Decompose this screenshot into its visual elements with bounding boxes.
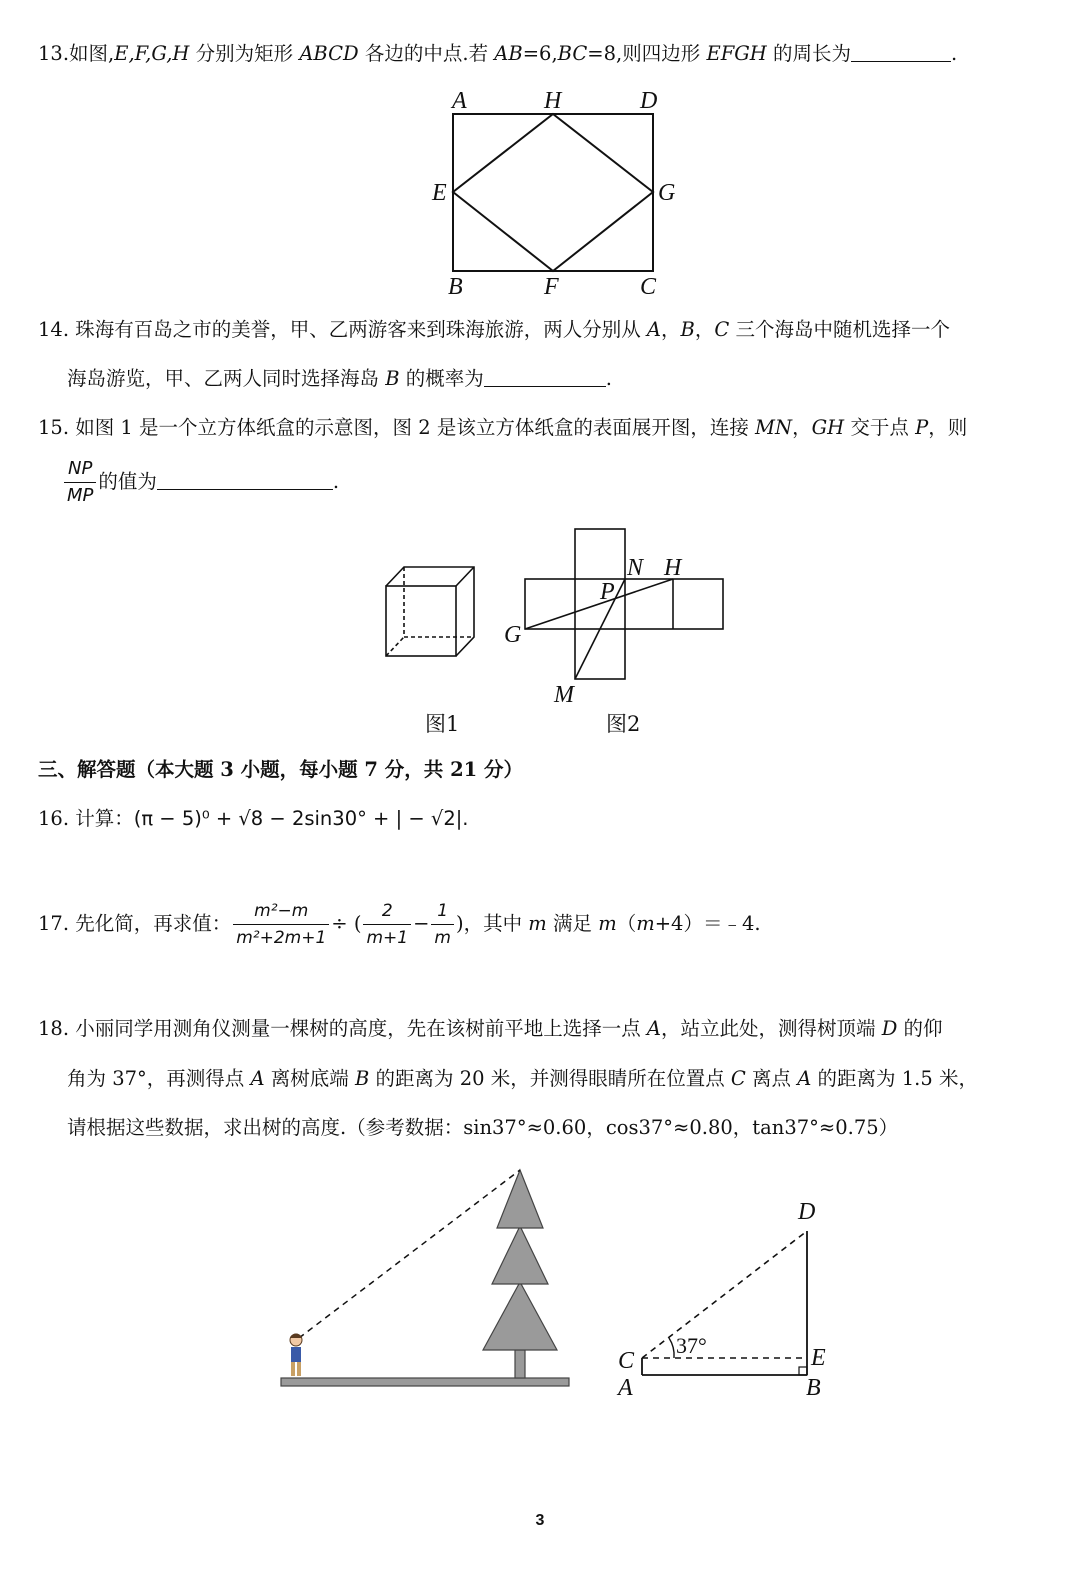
q18-line2-a: 角为 37°，再测得点 bbox=[67, 1067, 251, 1090]
q17-cond-d: +4）＝﹣4. bbox=[654, 912, 761, 935]
q18-line1-c: 的仰 bbox=[897, 1017, 943, 1040]
q14-b: B bbox=[680, 318, 695, 341]
q18-line2-e: 的距离为 1.5 米， bbox=[811, 1067, 978, 1090]
q14-a: A bbox=[646, 318, 662, 341]
q18-line2 bbox=[67, 1066, 978, 1092]
label-e2: E bbox=[811, 1345, 826, 1371]
label-b: B bbox=[448, 274, 463, 300]
q18-number: 18. bbox=[38, 1017, 70, 1040]
q15-caption-2: 图2 bbox=[606, 712, 641, 736]
q14-sep2: ， bbox=[694, 318, 715, 341]
label-h: H bbox=[544, 88, 562, 114]
cube-net bbox=[525, 529, 723, 679]
tree-trunk bbox=[515, 1350, 525, 1378]
q18-line1-a: 小丽同学用测角仪测量一棵树的高度，先在该树前平地上选择一点 bbox=[75, 1017, 647, 1040]
q15-caption-1: 图1 bbox=[425, 712, 460, 736]
q17-cond-b: 满足 bbox=[546, 912, 599, 935]
q15-p: P bbox=[915, 416, 929, 439]
q17-number: 17. bbox=[38, 912, 70, 935]
q13-quad: EFGH bbox=[706, 42, 767, 65]
q17-m: m bbox=[528, 912, 547, 935]
q15-sep: ， bbox=[792, 416, 812, 439]
q17-cond-c: （ bbox=[616, 912, 637, 935]
q18-line2-b: 离树底端 bbox=[264, 1067, 355, 1090]
q14-c: C bbox=[714, 318, 730, 341]
tree-tier-middle bbox=[492, 1226, 548, 1284]
q13-text-b: 分别为矩形 bbox=[189, 42, 300, 65]
q16-expression: (π − 5)⁰ + √8 − 2sin30° + | − √2|. bbox=[133, 807, 469, 830]
q17-m2: m bbox=[598, 912, 617, 935]
line-cd bbox=[642, 1231, 807, 1358]
label-m: M bbox=[554, 682, 574, 708]
label-g: G bbox=[658, 180, 676, 206]
q13-text-c: 各边的中点.若 bbox=[358, 42, 495, 65]
q14-sep1: ， bbox=[661, 318, 681, 341]
q13-ab: AB bbox=[494, 42, 523, 65]
q18-line2-d: 离点 bbox=[745, 1067, 798, 1090]
q15-line1-text: 如图 1 是一个立方体纸盒的示意图，图 2 是该立方体纸盒的表面展开图，连接 bbox=[75, 416, 756, 439]
q13-end: . bbox=[951, 42, 958, 65]
q13-bc: BC bbox=[557, 42, 588, 65]
q13-number: 13. bbox=[38, 42, 70, 65]
q17-f2-den: m+1 bbox=[366, 928, 409, 948]
q17-fraction-3 bbox=[431, 898, 454, 951]
line-gh bbox=[525, 579, 673, 629]
q13-text bbox=[38, 41, 957, 67]
tree-tier-top bbox=[497, 1170, 543, 1228]
q13-bc-val: =8,则四边形 bbox=[587, 42, 707, 65]
angle-label: 37° bbox=[676, 1333, 707, 1358]
q13-text-d: 的周长为 bbox=[766, 42, 852, 65]
q14-line2-b: 的概率为 bbox=[399, 367, 484, 390]
angle-arc bbox=[669, 1338, 674, 1358]
q14-b2: B bbox=[385, 367, 400, 390]
label-f: F bbox=[544, 274, 559, 300]
q17-cond-a: ，其中 bbox=[463, 912, 529, 935]
section-3-heading: 三、解答题（本大题 3 小题，每小题 7 分，共 21 分） bbox=[38, 758, 524, 781]
label-h2: H bbox=[664, 555, 682, 581]
sight-line bbox=[299, 1170, 520, 1338]
q18-d: D bbox=[881, 1017, 898, 1040]
q13-rect: ABCD bbox=[299, 42, 359, 65]
q14-line2 bbox=[67, 366, 612, 392]
q17-f1-num: m²−m bbox=[233, 898, 329, 925]
q13-text-a: 如图, bbox=[69, 42, 115, 65]
label-d: D bbox=[640, 88, 658, 114]
label-d2: D bbox=[798, 1199, 816, 1225]
q17-m3: m bbox=[636, 912, 655, 935]
q17-f2-num: 2 bbox=[363, 898, 411, 925]
label-b2: B bbox=[806, 1375, 821, 1401]
q18-a2: A bbox=[250, 1067, 265, 1090]
q15-line1-b: 交于点 bbox=[844, 416, 916, 439]
q14-line1-end: 三个海岛中随机选择一个 bbox=[729, 318, 951, 341]
q17-f1-den: m²+2m+1 bbox=[236, 928, 327, 948]
right-angle-mark bbox=[799, 1367, 807, 1375]
label-c2: C bbox=[618, 1348, 635, 1374]
q14-number: 14. bbox=[38, 318, 70, 341]
rect-abcd bbox=[453, 114, 653, 271]
q16-number: 16. bbox=[38, 807, 70, 830]
q16-line bbox=[38, 806, 469, 832]
label-n: N bbox=[627, 555, 644, 581]
label-p: P bbox=[600, 579, 615, 605]
cube bbox=[386, 567, 474, 656]
q18-b: B bbox=[354, 1067, 370, 1090]
page-number: 3 bbox=[535, 1512, 545, 1529]
q17-div: ÷ ( bbox=[331, 912, 362, 935]
q15-line2-text: 的值为 bbox=[98, 470, 157, 493]
ground bbox=[281, 1378, 569, 1386]
label-a: A bbox=[452, 88, 467, 114]
q16-label: 计算： bbox=[75, 807, 134, 830]
q18-triangle-figure bbox=[612, 1195, 842, 1405]
q13-answer-blank[interactable] bbox=[851, 43, 951, 62]
label-g2: G bbox=[504, 622, 522, 648]
q15-frac-den: MP bbox=[67, 485, 94, 506]
quad-efgh bbox=[453, 114, 653, 271]
q15-cube-figure bbox=[380, 525, 730, 710]
q15-mn: MN bbox=[755, 416, 793, 439]
q15-frac-num: NP bbox=[64, 456, 96, 483]
q15-line1-end: ，则 bbox=[928, 416, 968, 439]
q13-points: E,F,G,H bbox=[114, 42, 190, 65]
q13-rectangle-figure bbox=[420, 82, 690, 304]
q14-line1 bbox=[38, 317, 950, 343]
q14-end: . bbox=[605, 367, 612, 390]
q15-answer-blank[interactable] bbox=[157, 471, 333, 490]
q17-close: ) bbox=[455, 912, 464, 935]
q18-line2-c: 的距离为 20 米，并测得眼睛所在位置点 bbox=[369, 1067, 731, 1090]
label-e: E bbox=[432, 180, 447, 206]
q13-ab-val: =6, bbox=[522, 42, 558, 65]
q17-f3-den: m bbox=[434, 928, 451, 948]
q18-a: A bbox=[646, 1017, 662, 1040]
q17-label: 先化简，再求值： bbox=[75, 912, 232, 935]
q18-c: C bbox=[730, 1067, 746, 1090]
q18-line1 bbox=[38, 1016, 943, 1042]
q15-number: 15. bbox=[38, 416, 70, 439]
q17-line bbox=[38, 898, 761, 951]
q15-line2 bbox=[62, 456, 339, 509]
q15-line1 bbox=[38, 415, 967, 441]
q17-fraction-2 bbox=[363, 898, 411, 951]
q14-line2-a: 海岛游览，甲、乙两人同时选择海岛 bbox=[67, 367, 386, 390]
q14-line1-text: 珠海有百岛之市的美誉，甲、乙两游客来到珠海旅游，两人分别从 bbox=[75, 318, 647, 341]
q17-fraction-1 bbox=[233, 898, 329, 951]
q18-line3: 请根据这些数据，求出树的高度.（参考数据：sin37°≈0.60，cos37°≈0.80，tan37°≈0.75） bbox=[67, 1116, 899, 1139]
person-icon bbox=[290, 1334, 302, 1377]
tree-tier-bottom bbox=[483, 1282, 557, 1350]
label-c: C bbox=[640, 274, 657, 300]
q17-f3-num: 1 bbox=[431, 898, 454, 925]
q18-tree-scene bbox=[275, 1160, 580, 1395]
label-a2: A bbox=[618, 1375, 633, 1401]
q15-end: . bbox=[332, 470, 340, 493]
q14-answer-blank[interactable] bbox=[484, 368, 606, 387]
q15-gh: GH bbox=[811, 416, 845, 439]
q17-minus: − bbox=[413, 912, 430, 935]
q18-a3: A bbox=[797, 1067, 812, 1090]
q15-fraction bbox=[64, 456, 96, 509]
q18-line1-b: ，站立此处，测得树顶端 bbox=[661, 1017, 882, 1040]
